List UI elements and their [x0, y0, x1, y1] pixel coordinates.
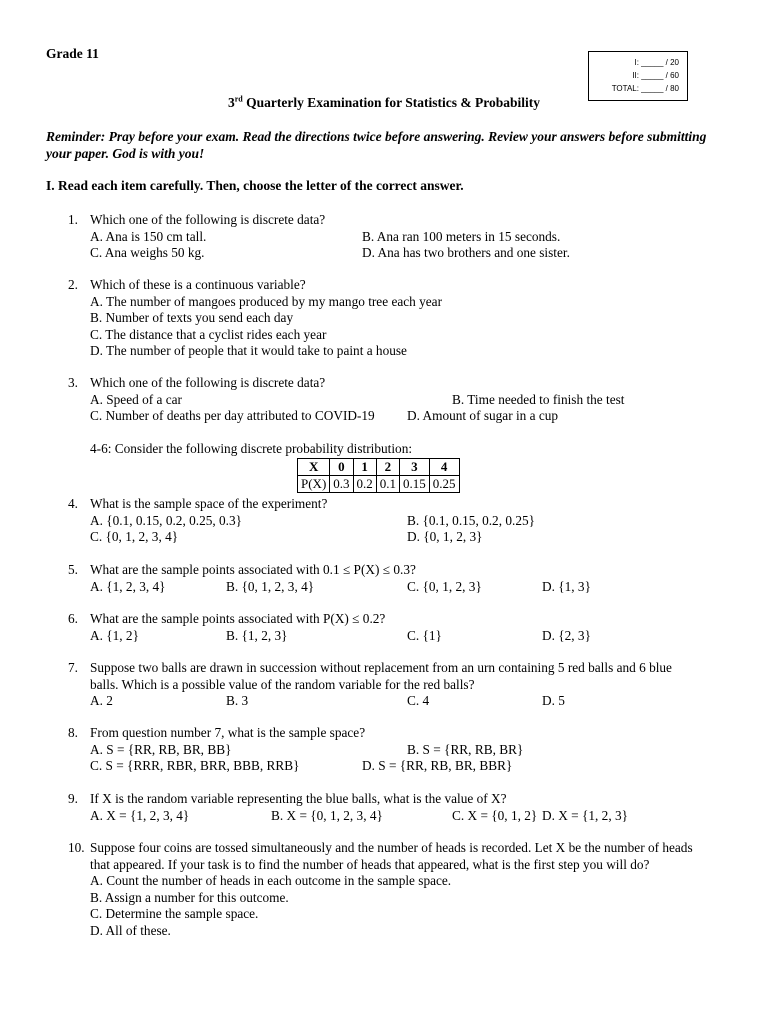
question-number: 2. [68, 277, 78, 292]
question-number: 6. [68, 611, 78, 626]
probability-distribution-table [297, 458, 460, 493]
reminder-text: Reminder: Pray before your exam. Read the directions twice before answering. Review your answers before submitting your paper. God is with you! [46, 129, 707, 161]
choice-c[interactable]: C. {0, 1, 2, 3} [407, 578, 482, 594]
choice-a[interactable]: A. The number of mangoes produced by my mango tree each year [90, 293, 442, 309]
question-number: 7. [68, 660, 78, 675]
score-part2: II: _____ / 60 [632, 71, 679, 80]
choice-c[interactable]: C. {0, 1, 2, 3, 4} [90, 529, 179, 544]
table-header-x: X [298, 459, 330, 476]
choice-a[interactable]: A. {0.1, 0.15, 0.2, 0.25, 0.3} [90, 512, 243, 528]
choice-b[interactable]: B. {1, 2, 3} [226, 627, 288, 643]
table-cell: 0.3 [330, 476, 353, 493]
choice-b[interactable]: B. 3 [226, 693, 249, 708]
question-text-continued: that appeared. If your task is to find the number of heads that appeared, what is the first step you will do? [90, 856, 650, 872]
question-number: 4. [68, 496, 78, 511]
choice-b[interactable]: B. Ana ran 100 meters in 15 seconds. [362, 228, 561, 244]
choice-a[interactable]: A. S = {RR, RB, BR, BB} [90, 741, 232, 757]
distribution-intro: 4-6: Consider the following discrete probability distribution: [90, 441, 413, 456]
choice-a[interactable]: A. {1, 2, 3, 4} [90, 578, 166, 594]
question-text: Suppose four coins are tossed simultaneously and the number of heads is recorded. Let X be the number of heads [90, 840, 693, 855]
question-text: What is the sample space of the experiment? [90, 496, 328, 511]
choice-b[interactable]: B. {0, 1, 2, 3, 4} [226, 578, 315, 594]
table-cell: 3 [400, 459, 430, 476]
question-number: 1. [68, 212, 78, 227]
table-cell: 0.1 [376, 476, 399, 493]
choice-a[interactable]: A. Count the number of heads in each outcome in the sample space. [90, 873, 452, 888]
question-text: From question number 7, what is the sample space? [90, 725, 366, 740]
question-text: Which of these is a continuous variable? [90, 277, 306, 292]
choice-c[interactable]: C. Determine the sample space. [90, 906, 259, 921]
choice-b[interactable]: B. Assign a number for this outcome. [90, 889, 289, 905]
choice-c[interactable]: C. S = {RRR, RBR, BRR, BBB, RRB} [90, 758, 300, 773]
question-number: 3. [68, 375, 78, 390]
table-cell: 4 [429, 459, 459, 476]
grade-label: Grade 11 [46, 46, 99, 61]
choice-c[interactable]: C. 4 [407, 693, 430, 708]
question-number: 9. [68, 791, 78, 806]
choice-b[interactable]: B. S = {RR, RB, BR} [407, 741, 524, 757]
question-number: 10. [68, 840, 85, 855]
choice-d[interactable]: D. All of these. [90, 922, 171, 938]
exam-title: 3rd Quarterly Examination for Statistics & Probability [228, 94, 540, 110]
question-text: Suppose two balls are drawn in succession without replacement from an urn containing 5 red balls and 6 blue [90, 660, 672, 675]
choice-a[interactable]: A. Speed of a car [90, 391, 182, 407]
question-number: 8. [68, 725, 78, 740]
choice-d[interactable]: D. S = {RR, RB, BR, BBR} [362, 758, 513, 773]
question-text: What are the sample points associated with P(X) ≤ 0.2? [90, 611, 386, 626]
table-row-px [298, 476, 460, 493]
choice-b[interactable]: B. Time needed to finish the test [452, 391, 625, 407]
choice-a[interactable]: A. X = {1, 2, 3, 4} [90, 807, 190, 823]
table-cell: 1 [353, 459, 376, 476]
choice-c[interactable]: C. X = {0, 1, 2} [452, 807, 538, 823]
table-cell: 0.25 [429, 476, 459, 493]
choice-d[interactable]: D. {1, 3} [542, 578, 591, 594]
score-total: TOTAL: _____ / 80 [611, 84, 679, 93]
table-cell: 0.15 [400, 476, 430, 493]
choice-a[interactable]: A. 2 [90, 693, 113, 708]
choice-c[interactable]: C. {1} [407, 627, 442, 643]
choice-a[interactable]: A. Ana is 150 cm tall. [90, 228, 207, 244]
section-directions: I. Read each item carefully. Then, choose the letter of the correct answer. [46, 178, 464, 193]
question-number: 5. [68, 562, 78, 577]
score-part1: I: _____ / 20 [634, 58, 679, 67]
choice-b[interactable]: B. {0.1, 0.15, 0.2, 0.25} [407, 512, 536, 528]
choice-c[interactable]: C. The distance that a cyclist rides each year [90, 326, 327, 342]
score-box [588, 51, 688, 101]
choice-d[interactable]: D. Ana has two brothers and one sister. [362, 245, 570, 260]
table-cell: 2 [376, 459, 399, 476]
choice-b[interactable]: B. X = {0, 1, 2, 3, 4} [271, 807, 383, 823]
table-cell: 0.2 [353, 476, 376, 493]
choice-b[interactable]: B. Number of texts you send each day [90, 310, 294, 325]
question-text: Which one of the following is discrete data? [90, 375, 326, 390]
choice-d[interactable]: D. {2, 3} [542, 627, 591, 643]
question-text: What are the sample points associated with 0.1 ≤ P(X) ≤ 0.3? [90, 562, 416, 577]
question-text-continued: balls. Which is a possible value of the random variable for the red balls? [90, 676, 475, 692]
choice-d[interactable]: D. X = {1, 2, 3} [542, 807, 629, 823]
question-text: Which one of the following is discrete data? [90, 212, 326, 227]
choice-d[interactable]: D. Amount of sugar in a cup [407, 408, 559, 423]
choice-d[interactable]: D. 5 [542, 693, 565, 708]
table-row-x [298, 459, 460, 476]
table-header-px: P(X) [298, 476, 330, 493]
question-text: If X is the random variable representing the blue balls, what is the value of X? [90, 791, 507, 806]
choice-a[interactable]: A. {1, 2} [90, 627, 139, 643]
choice-d[interactable]: D. The number of people that it would take to paint a house [90, 343, 407, 358]
table-cell: 0 [330, 459, 353, 476]
choice-d[interactable]: D. {0, 1, 2, 3} [407, 529, 483, 544]
choice-c[interactable]: C. Number of deaths per day attributed to COVID-19 [90, 408, 375, 423]
choice-c[interactable]: C. Ana weighs 50 kg. [90, 245, 205, 260]
